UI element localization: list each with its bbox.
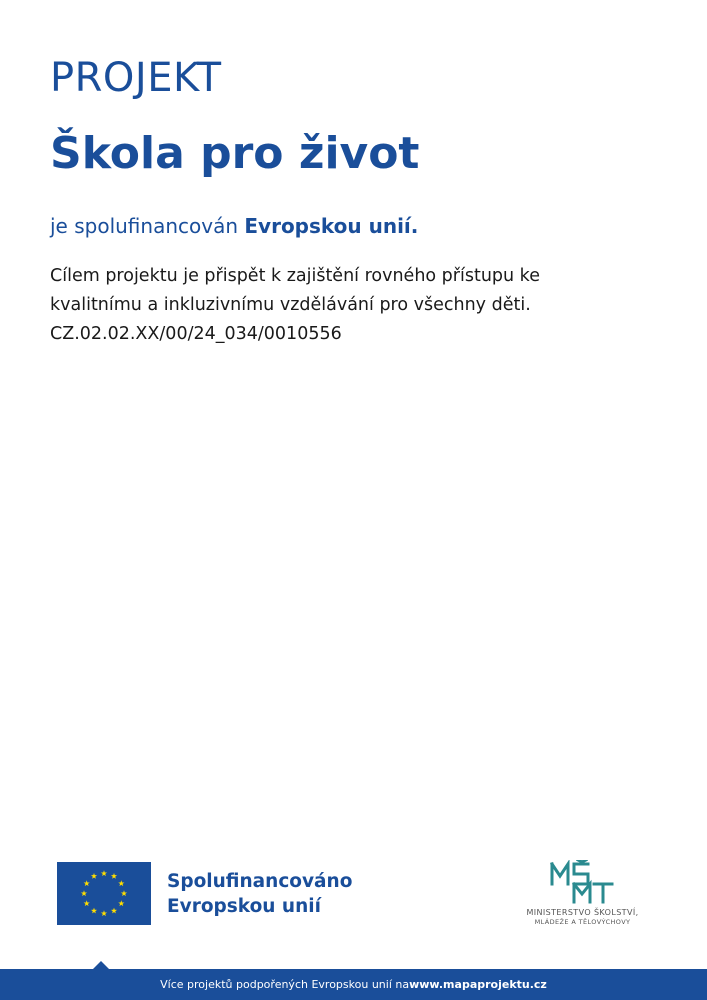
project-description — [50, 262, 660, 349]
cofinanced-prefix: je spolufinancován — [50, 214, 245, 238]
project-registration-number: CZ.02.02.XX/00/24_034/0010556 — [50, 324, 342, 344]
footer-text: Více projektů podpořených Evropskou unií na — [160, 978, 410, 991]
eu-logo-text — [167, 869, 352, 919]
msmt-name-line1: MINISTERSTVO ŠKOLSTVÍ, — [526, 908, 639, 917]
eu-logo-line1: Spolufinancováno — [167, 870, 353, 892]
eu-logo-line2: Evropskou unií — [167, 895, 321, 917]
footer-bar — [0, 969, 707, 1000]
eu-cofinanced-logo — [57, 862, 352, 925]
project-eyebrow: PROJEKT — [50, 55, 222, 101]
msmt-logo — [510, 860, 655, 926]
eu-flag-icon — [57, 862, 151, 925]
project-title: Škola pro život — [50, 128, 420, 179]
msmt-monogram-icon — [548, 860, 618, 906]
description-line: Cílem projektu je přispět k zajištění rovného přístupu ke — [50, 266, 540, 286]
msmt-name-line2: MLÁDEŽE A TĚLOVÝCHOVY — [534, 918, 631, 926]
description-line: kvalitnímu a inkluzivnímu vzdělávání pro všechny děti. — [50, 295, 531, 315]
cofinanced-eu: Evropskou unií. — [244, 214, 419, 238]
cofinanced-line — [50, 214, 418, 238]
footer-link[interactable]: www.mapaprojektu.cz — [409, 978, 547, 991]
